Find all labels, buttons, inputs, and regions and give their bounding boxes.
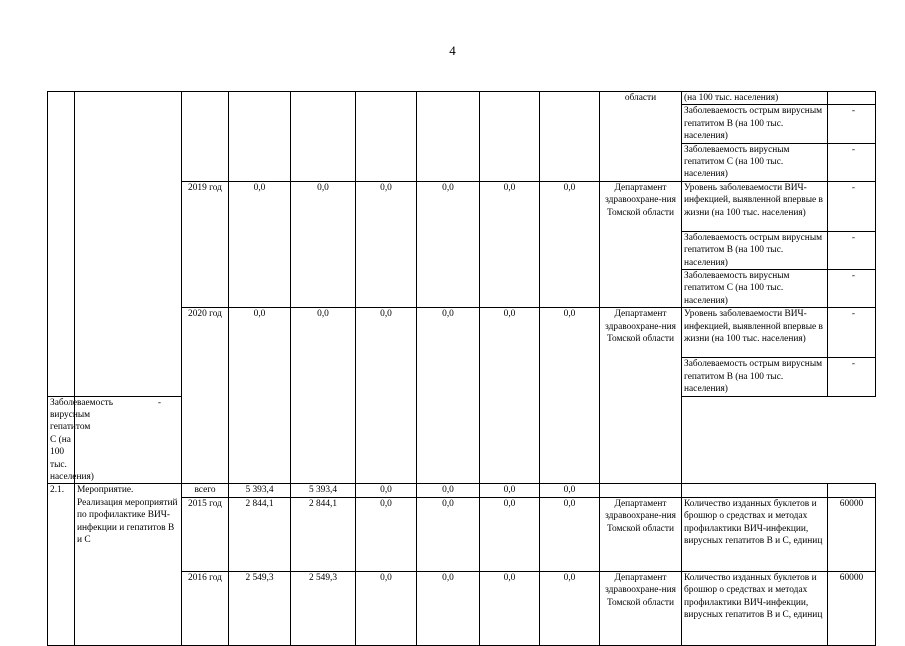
indicator-cell: Уровень заболеваемости ВИЧ-инфекцией, выявленной впервые в жизни (на 100 тыс. населения) — [682, 181, 828, 231]
value-cell: 0,0 — [480, 571, 540, 645]
indicator-value-cell: - — [828, 231, 876, 269]
indicator-cell: (на 100 тыс. населения) — [682, 92, 828, 105]
value-cell: 0,0 — [356, 484, 417, 497]
table-row — [48, 484, 876, 497]
value-cell: 0,0 — [540, 484, 600, 497]
value-cell — [540, 92, 600, 182]
value-cell: 0,0 — [540, 497, 600, 571]
indicator-cell: Заболеваемость вирусным гепатитом С (на 100 тыс. населения) — [682, 270, 828, 308]
indicator-value-cell — [828, 92, 876, 105]
page-number: 4 — [449, 43, 456, 58]
executor-cell: Департамент здравоохране-ния Томской области — [600, 497, 682, 571]
value-cell — [356, 92, 417, 182]
indicator-value-cell: - — [828, 270, 876, 308]
value-cell: 0,0 — [480, 181, 540, 307]
value-cell: 0,0 — [417, 484, 480, 497]
indicator-value-cell: - — [828, 143, 876, 181]
indicator-value-cell: - — [75, 396, 182, 484]
value-cell: 0,0 — [480, 484, 540, 497]
executor-cell: области — [600, 92, 682, 182]
value-cell: 0,0 — [229, 181, 291, 307]
value-cell: 5 393,4 — [291, 484, 356, 497]
activity-name-cell — [75, 92, 182, 397]
indicator-cell: Уровень заболеваемости ВИЧ-инфекцией, выявленной впервые в жизни (на 100 тыс. населения) — [682, 308, 828, 358]
program-table — [47, 91, 876, 646]
indicator-value-cell: 60000 — [828, 497, 876, 571]
indicator-cell: Заболеваемость острым вирусным гепатитом В (на 100 тыс. населения) — [682, 231, 828, 269]
value-cell: 0,0 — [356, 181, 417, 307]
year-cell: 2019 год — [182, 181, 229, 307]
indicator-value-cell: - — [828, 181, 876, 231]
indicator-cell: Количество изданных буклетов и брошюр о средствах и методах профилактики ВИЧ-инфекции, вирусных гепатитов В и С, единиц — [682, 497, 828, 571]
indicator-value-cell: - — [828, 308, 876, 358]
value-cell: 0,0 — [480, 308, 540, 484]
value-cell — [291, 92, 356, 182]
year-cell: 2015 год — [182, 497, 229, 571]
executor-cell: Департамент здравоохране-ния Томской области — [600, 308, 682, 484]
indicator-cell: Заболеваемость вирусным гепатитом С (на 100 тыс. населения) — [682, 143, 828, 181]
value-cell: 0,0 — [291, 181, 356, 307]
executor-cell — [600, 484, 682, 497]
indicator-value-cell: - — [828, 358, 876, 396]
executor-cell: Департамент здравоохране-ния Томской области — [600, 571, 682, 645]
value-cell: 0,0 — [540, 181, 600, 307]
indicator-cell: Количество изданных буклетов и брошюр о средствах и методах профилактики ВИЧ-инфекции, вирусных гепатитов В и С, единиц — [682, 571, 828, 645]
value-cell — [229, 92, 291, 182]
year-cell: 2016 год — [182, 571, 229, 645]
value-cell: 2 844,1 — [291, 497, 356, 571]
year-cell: всего — [182, 484, 229, 497]
value-cell: 0,0 — [480, 497, 540, 571]
value-cell: 2 549,3 — [229, 571, 291, 645]
indicator-cell: Заболеваемость острым вирусным гепатитом В (на 100 тыс. населения) — [682, 358, 828, 396]
value-cell: 2 844,1 — [229, 497, 291, 571]
value-cell: 0,0 — [291, 308, 356, 484]
value-cell — [417, 92, 480, 182]
row-num-cell: 2.1. — [48, 484, 75, 645]
value-cell: 2 549,3 — [291, 571, 356, 645]
indicator-value-cell — [828, 484, 876, 497]
value-cell: 0,0 — [356, 308, 417, 484]
indicator-cell: Заболеваемость острым вирусным гепатитом В (на 100 тыс. населения) — [682, 105, 828, 143]
value-cell — [480, 92, 540, 182]
value-cell: 5 393,4 — [229, 484, 291, 497]
indicator-value-cell: 60000 — [828, 571, 876, 645]
value-cell: 0,0 — [229, 308, 291, 484]
value-cell: 0,0 — [356, 497, 417, 571]
executor-cell: Департамент здравоохране-ния Томской области — [600, 181, 682, 307]
table-row — [48, 92, 876, 105]
activity-name-cell: Мероприятие. Реализация мероприятий по профилактике ВИЧ-инфекции и гепатитов В и С — [75, 484, 182, 645]
year-cell — [182, 92, 229, 182]
value-cell: 0,0 — [417, 181, 480, 307]
indicator-value-cell: - — [828, 105, 876, 143]
row-num-cell — [48, 92, 75, 397]
value-cell: 0,0 — [540, 308, 600, 484]
value-cell: 0,0 — [540, 571, 600, 645]
value-cell: 0,0 — [356, 571, 417, 645]
value-cell: 0,0 — [417, 308, 480, 484]
value-cell: 0,0 — [417, 571, 480, 645]
indicator-cell — [682, 484, 828, 497]
value-cell: 0,0 — [417, 497, 480, 571]
indicator-cell: Заболеваемость вирусным гепатитом С (на 100 тыс. населения) — [48, 396, 75, 484]
year-cell: 2020 год — [182, 308, 229, 484]
